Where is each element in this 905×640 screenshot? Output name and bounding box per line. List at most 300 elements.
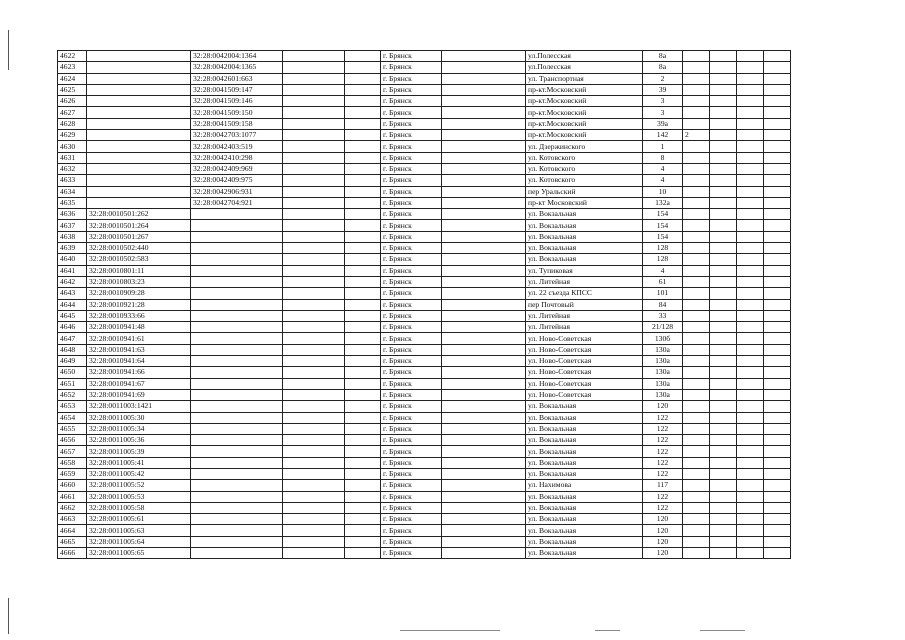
extra-cell [683,197,710,208]
empty-cell [345,84,381,95]
empty-cell [442,423,526,434]
street-cell: ул. Ново-Советская [526,367,643,378]
empty-cell [345,51,381,62]
empty-cell [442,62,526,73]
house-number-cell: 2 [643,73,683,84]
cadastral-number-land [87,141,191,152]
extra-cell [683,118,710,129]
row-number: 4636 [58,209,87,220]
street-cell: ул. Котовского [526,163,643,174]
empty-cell [737,163,764,174]
city-cell: г. Брянск [381,265,442,276]
city-cell: г. Брянск [381,401,442,412]
empty-cell [442,130,526,141]
city-cell: г. Брянск [381,446,442,457]
extra-cell [683,73,710,84]
empty-cell [710,333,737,344]
empty-cell [737,457,764,468]
city-cell: г. Брянск [381,84,442,95]
city-cell: г. Брянск [381,412,442,423]
cadastral-number-land: 32:28:0011005:30 [87,412,191,423]
row-number: 4630 [58,141,87,152]
house-number-cell: 4 [643,265,683,276]
cadastral-number-building [191,310,283,321]
house-number-cell: 39 [643,84,683,95]
empty-cell [283,344,345,355]
empty-cell [737,322,764,333]
extra-cell [683,299,710,310]
row-number: 4648 [58,344,87,355]
empty-cell [764,107,791,118]
row-number: 4662 [58,502,87,513]
empty-cell [283,333,345,344]
empty-cell [764,175,791,186]
cadastral-number-building [191,231,283,242]
empty-cell [737,96,764,107]
street-cell: ул. Дзержинского [526,141,643,152]
empty-cell [710,118,737,129]
register-table [57,50,791,559]
street-cell: ул. Вокзальная [526,457,643,468]
city-cell: г. Брянск [381,175,442,186]
empty-cell [737,536,764,547]
extra-cell [683,84,710,95]
table-row [58,480,791,491]
extra-cell [683,367,710,378]
cadastral-number-building [191,378,283,389]
empty-cell [345,514,381,525]
empty-cell [710,141,737,152]
house-number-cell: 3 [643,96,683,107]
empty-cell [442,51,526,62]
empty-cell [345,536,381,547]
extra-cell [683,141,710,152]
empty-cell [737,480,764,491]
empty-cell [764,73,791,84]
empty-cell [283,401,345,412]
city-cell: г. Брянск [381,51,442,62]
cadastral-number-building: 32:28:0042704:921 [191,197,283,208]
city-cell: г. Брянск [381,468,442,479]
empty-cell [345,480,381,491]
street-cell: ул. Вокзальная [526,243,643,254]
cadastral-number-land: 32:28:0010941:63 [87,344,191,355]
cadastral-number-building: 32:28:0042403:519 [191,141,283,152]
empty-cell [442,344,526,355]
row-number: 4647 [58,333,87,344]
cadastral-number-land [87,96,191,107]
extra-cell [683,378,710,389]
empty-cell [764,435,791,446]
street-cell: ул. Вокзальная [526,254,643,265]
empty-cell [283,322,345,333]
cadastral-number-land [87,118,191,129]
extra-cell [683,231,710,242]
cadastral-number-building [191,333,283,344]
empty-cell [283,51,345,62]
empty-cell [764,378,791,389]
city-cell: г. Брянск [381,378,442,389]
extra-cell [683,401,710,412]
cadastral-number-land: 32:28:0010941:48 [87,322,191,333]
empty-cell [737,186,764,197]
city-cell: г. Брянск [381,356,442,367]
row-number: 4624 [58,73,87,84]
empty-cell [764,265,791,276]
empty-cell [737,491,764,502]
street-cell: ул. Вокзальная [526,446,643,457]
street-cell: пр-кт.Московский [526,96,643,107]
cadastral-number-land: 32:28:0011005:42 [87,468,191,479]
cadastral-number-land: 32:28:0011005:64 [87,536,191,547]
house-number-cell: 122 [643,446,683,457]
cadastral-number-land: 32:28:0010933:66 [87,310,191,321]
empty-cell [442,141,526,152]
street-cell: ул. Вокзальная [526,468,643,479]
empty-cell [345,197,381,208]
empty-cell [737,468,764,479]
empty-cell [283,197,345,208]
extra-cell [683,333,710,344]
empty-cell [710,367,737,378]
empty-cell [442,118,526,129]
empty-cell [764,288,791,299]
cadastral-number-building [191,525,283,536]
table-row [58,130,791,141]
house-number-cell: 130б [643,333,683,344]
table-row [58,265,791,276]
empty-cell [737,197,764,208]
empty-cell [737,107,764,118]
cadastral-number-building [191,254,283,265]
street-cell: ул.Полесская [526,62,643,73]
empty-cell [283,220,345,231]
street-cell: ул.Полесская [526,51,643,62]
empty-cell [710,175,737,186]
cadastral-number-land [87,163,191,174]
empty-cell [283,265,345,276]
row-number: 4622 [58,51,87,62]
street-cell: ул. Вокзальная [526,220,643,231]
row-number: 4642 [58,276,87,287]
extra-cell [683,175,710,186]
house-number-cell: 3 [643,107,683,118]
cadastral-number-building [191,322,283,333]
empty-cell [710,491,737,502]
empty-cell [345,389,381,400]
street-cell: ул. Вокзальная [526,435,643,446]
city-cell: г. Брянск [381,502,442,513]
table-row [58,276,791,287]
empty-cell [710,423,737,434]
row-number: 4653 [58,401,87,412]
cadastral-number-building [191,423,283,434]
empty-cell [764,401,791,412]
empty-cell [442,220,526,231]
empty-cell [345,491,381,502]
city-cell: г. Брянск [381,73,442,84]
cadastral-number-land [87,130,191,141]
cadastral-number-land: 32:28:0010502:440 [87,243,191,254]
street-cell: ул. Транспортная [526,73,643,84]
row-number: 4666 [58,548,87,559]
empty-cell [764,536,791,547]
empty-cell [737,288,764,299]
empty-cell [345,141,381,152]
empty-cell [764,130,791,141]
house-number-cell: 120 [643,536,683,547]
empty-cell [710,265,737,276]
house-number-cell: 61 [643,276,683,287]
empty-cell [737,73,764,84]
city-cell: г. Брянск [381,389,442,400]
city-cell: г. Брянск [381,310,442,321]
empty-cell [345,96,381,107]
empty-cell [710,84,737,95]
empty-cell [710,322,737,333]
empty-cell [737,367,764,378]
cadastral-number-land: 32:28:0010941:66 [87,367,191,378]
cadastral-number-building [191,299,283,310]
cadastral-number-land: 32:28:0010501:264 [87,220,191,231]
empty-cell [764,333,791,344]
empty-cell [737,548,764,559]
row-number: 4639 [58,243,87,254]
extra-cell [683,525,710,536]
house-number-cell: 130а [643,378,683,389]
empty-cell [710,186,737,197]
cadastral-number-land: 32:28:0010941:64 [87,356,191,367]
empty-cell [764,514,791,525]
empty-cell [283,107,345,118]
street-cell: пр-кт.Московский [526,107,643,118]
empty-cell [442,254,526,265]
empty-cell [442,186,526,197]
house-number-cell: 154 [643,209,683,220]
empty-cell [737,141,764,152]
house-number-cell: 8а [643,51,683,62]
empty-cell [764,163,791,174]
table-row [58,378,791,389]
empty-cell [345,548,381,559]
house-number-cell: 130а [643,344,683,355]
empty-cell [283,299,345,310]
city-cell: г. Брянск [381,536,442,547]
empty-cell [442,367,526,378]
empty-cell [283,276,345,287]
city-cell: г. Брянск [381,457,442,468]
row-number: 4644 [58,299,87,310]
street-cell: ул. Котовского [526,175,643,186]
house-number-cell: 101 [643,288,683,299]
empty-cell [345,310,381,321]
empty-cell [764,367,791,378]
extra-cell [683,254,710,265]
cadastral-number-building [191,435,283,446]
empty-cell [345,163,381,174]
cadastral-number-land: 32:28:0010502:583 [87,254,191,265]
street-cell: ул. Литейная [526,322,643,333]
house-number-cell: 130а [643,356,683,367]
empty-cell [442,175,526,186]
empty-cell [737,333,764,344]
cadastral-number-building: 32:28:0042410:298 [191,152,283,163]
cadastral-number-building [191,468,283,479]
empty-cell [442,480,526,491]
empty-cell [737,401,764,412]
city-cell: г. Брянск [381,152,442,163]
extra-cell [683,209,710,220]
empty-cell [283,62,345,73]
street-cell: ул. Вокзальная [526,401,643,412]
empty-cell [283,356,345,367]
empty-cell [283,231,345,242]
cadastral-number-land: 32:28:0011005:41 [87,457,191,468]
street-cell: ул. Вокзальная [526,231,643,242]
cadastral-number-building [191,288,283,299]
empty-cell [345,73,381,84]
extra-cell [683,480,710,491]
empty-cell [710,299,737,310]
empty-cell [283,243,345,254]
empty-cell [737,389,764,400]
empty-cell [764,276,791,287]
table-row [58,333,791,344]
empty-cell [283,446,345,457]
street-cell: ул. Вокзальная [526,525,643,536]
empty-cell [764,96,791,107]
table-row [58,96,791,107]
row-number: 4658 [58,457,87,468]
empty-cell [283,209,345,220]
city-cell: г. Брянск [381,491,442,502]
empty-cell [710,514,737,525]
empty-cell [764,51,791,62]
empty-cell [764,457,791,468]
city-cell: г. Брянск [381,118,442,129]
empty-cell [764,84,791,95]
empty-cell [283,175,345,186]
empty-cell [442,197,526,208]
table-row [58,163,791,174]
empty-cell [764,412,791,423]
empty-cell [710,254,737,265]
empty-cell [283,163,345,174]
street-cell: ул. Вокзальная [526,209,643,220]
street-cell: пр-кт.Московский [526,130,643,141]
city-cell: г. Брянск [381,186,442,197]
empty-cell [283,514,345,525]
empty-cell [737,502,764,513]
cadastral-number-land: 32:28:0011005:34 [87,423,191,434]
house-number-cell: 39а [643,118,683,129]
street-cell: пр-кт.Московский [526,118,643,129]
extra-cell [683,220,710,231]
city-cell: г. Брянск [381,96,442,107]
table-row [58,209,791,220]
street-cell: ул. Вокзальная [526,548,643,559]
table-row [58,288,791,299]
empty-cell [283,412,345,423]
city-cell: г. Брянск [381,209,442,220]
empty-cell [710,457,737,468]
empty-cell [442,378,526,389]
cadastral-number-building: 32:28:0042409:969 [191,163,283,174]
extra-cell [683,152,710,163]
empty-cell [737,220,764,231]
city-cell: г. Брянск [381,231,442,242]
extra-cell [683,356,710,367]
empty-cell [710,107,737,118]
empty-cell [764,254,791,265]
empty-cell [442,231,526,242]
street-cell: ул. Ново-Советская [526,333,643,344]
cadastral-number-building [191,243,283,254]
empty-cell [764,197,791,208]
empty-cell [737,310,764,321]
extra-cell [683,468,710,479]
house-number-cell: 154 [643,220,683,231]
house-number-cell: 84 [643,299,683,310]
empty-cell [345,344,381,355]
row-number: 4635 [58,197,87,208]
empty-cell [283,468,345,479]
empty-cell [442,322,526,333]
cadastral-number-land: 32:28:0010501:267 [87,231,191,242]
empty-cell [737,446,764,457]
row-number: 4638 [58,231,87,242]
empty-cell [764,344,791,355]
street-cell: ул. Котовского [526,152,643,163]
cadastral-number-land [87,175,191,186]
empty-cell [442,401,526,412]
cadastral-number-building [191,209,283,220]
cadastral-number-land [87,197,191,208]
extra-cell [683,435,710,446]
extra-cell [683,276,710,287]
cadastral-number-land: 32:28:0010941:67 [87,378,191,389]
empty-cell [764,141,791,152]
house-number-cell: 21/128 [643,322,683,333]
empty-cell [737,525,764,536]
street-cell: ул. Тупиковая [526,265,643,276]
empty-cell [737,412,764,423]
empty-cell [737,344,764,355]
house-number-cell: 1 [643,141,683,152]
row-number: 4654 [58,412,87,423]
empty-cell [764,525,791,536]
empty-cell [764,231,791,242]
empty-cell [737,435,764,446]
house-number-cell: 122 [643,502,683,513]
empty-cell [764,468,791,479]
row-number: 4649 [58,356,87,367]
empty-cell [737,130,764,141]
empty-cell [764,186,791,197]
street-cell: пр-кт.Московский [526,84,643,95]
empty-cell [345,423,381,434]
city-cell: г. Брянск [381,333,442,344]
empty-cell [710,435,737,446]
cadastral-number-building [191,514,283,525]
city-cell: г. Брянск [381,163,442,174]
empty-cell [737,276,764,287]
table-row [58,51,791,62]
house-number-cell: 120 [643,514,683,525]
empty-cell [442,514,526,525]
street-cell: пер Уральский [526,186,643,197]
empty-cell [345,186,381,197]
